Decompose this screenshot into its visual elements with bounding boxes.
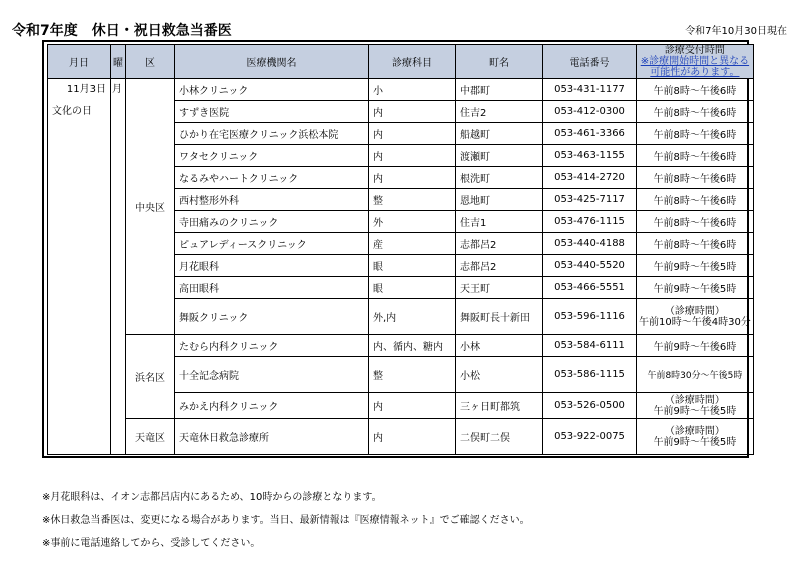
phone-number: 053-414-2720 <box>543 167 637 189</box>
page-title: 令和7年度 休日・祝日救急当番医 <box>12 23 232 39</box>
department: 内、循内、糖内 <box>369 335 456 357</box>
table-row <box>48 419 754 455</box>
phone-number: 053-412-0300 <box>543 101 637 123</box>
hours: 午前9時～午後5時 <box>653 405 737 417</box>
as-of-date: 令和7年10月30日現在 <box>685 26 787 37</box>
institution-name: ピュアレディースクリニック <box>175 233 369 255</box>
col-hours-note: ※診療開始時間と異なる <box>640 56 750 67</box>
weekday-cell: 月 <box>111 79 126 455</box>
department: 整 <box>369 189 456 211</box>
ward-cell-tenryu: 天竜区 <box>126 419 175 455</box>
town: 天王町 <box>456 277 543 299</box>
hours-note: （診療時間） <box>664 394 725 406</box>
phone-number: 053-431-1177 <box>543 79 637 101</box>
town: 根洗町 <box>456 167 543 189</box>
phone-number: 053-425-7117 <box>543 189 637 211</box>
phone-number: 053-526-0500 <box>543 393 637 419</box>
department: 内 <box>369 145 456 167</box>
hours: 午前9時～午後5時 <box>637 255 754 277</box>
phone-number: 053-922-0075 <box>543 419 637 455</box>
col-town: 町名 <box>456 45 543 79</box>
institution-name: みかえ内科クリニック <box>175 393 369 419</box>
institution-name: 西村整形外科 <box>175 189 369 211</box>
hours: 午前8時～午後6時 <box>637 189 754 211</box>
institution-name: 十全記念病院 <box>175 357 369 393</box>
hours-cell <box>637 393 754 419</box>
town: 小林 <box>456 335 543 357</box>
town: 志都呂2 <box>456 233 543 255</box>
col-date: 月日 <box>48 45 111 79</box>
institution-name: なるみやハートクリニック <box>175 167 369 189</box>
hours-note: （診療時間） <box>664 305 725 317</box>
hours: 午前8時～午後6時 <box>637 123 754 145</box>
col-department: 診療科目 <box>369 45 456 79</box>
col-institution: 医療機関名 <box>175 45 369 79</box>
department: 眼 <box>369 277 456 299</box>
town: 舞阪町長十新田 <box>456 299 543 335</box>
hours: 午前8時～午後6時 <box>637 211 754 233</box>
phone-number: 053-584-6111 <box>543 335 637 357</box>
department: 内 <box>369 419 456 455</box>
town: 小松 <box>456 357 543 393</box>
institution-name: すずき医院 <box>175 101 369 123</box>
department: 小 <box>369 79 456 101</box>
phone-number: 053-461-3366 <box>543 123 637 145</box>
date-cell <box>48 79 111 455</box>
hours: 午前8時～午後6時 <box>637 167 754 189</box>
phone-number: 053-463-1155 <box>543 145 637 167</box>
hours: 午前10時～午後4時30分 <box>639 316 751 328</box>
institution-name: たむら内科クリニック <box>175 335 369 357</box>
table-row <box>48 79 754 101</box>
phone-number: 053-466-5551 <box>543 277 637 299</box>
institution-name: 天竜休日救急診療所 <box>175 419 369 455</box>
hours: 午前9時～午後6時 <box>637 335 754 357</box>
duty-roster-table <box>47 44 754 455</box>
institution-name: 月花眼科 <box>175 255 369 277</box>
town: 住吉1 <box>456 211 543 233</box>
department: 内 <box>369 167 456 189</box>
town: 志都呂2 <box>456 255 543 277</box>
hours-cell <box>637 419 754 455</box>
department: 内 <box>369 123 456 145</box>
table-row <box>48 335 754 357</box>
holiday-name: 文化の日 <box>52 106 92 117</box>
footnotes <box>42 486 530 555</box>
department: 整 <box>369 357 456 393</box>
hours: 午前8時30分～午後5時 <box>637 357 754 393</box>
hours-note: （診療時間） <box>664 425 725 437</box>
ward-cell-chuo: 中央区 <box>126 79 175 335</box>
phone-number: 053-440-5520 <box>543 255 637 277</box>
institution-name: ワタセクリニック <box>175 145 369 167</box>
department: 内 <box>369 101 456 123</box>
town: 二俣町二俣 <box>456 419 543 455</box>
footnote: ※事前に電話連絡してから、受診してください。 <box>42 538 261 549</box>
hours: 午前8時～午後6時 <box>637 79 754 101</box>
phone-number: 053-586-1115 <box>543 357 637 393</box>
department: 外 <box>369 211 456 233</box>
department: 眼 <box>369 255 456 277</box>
footnote: ※休日救急当番医は、変更になる場合があります。当日、最新情報は『医療情報ネット』でご確認ください。 <box>42 515 530 526</box>
institution-name: 小林クリニック <box>175 79 369 101</box>
town: 中郡町 <box>456 79 543 101</box>
town: 恩地町 <box>456 189 543 211</box>
institution-name: ひかり在宅医療クリニック浜松本院 <box>175 123 369 145</box>
phone-number: 053-596-1116 <box>543 299 637 335</box>
department: 外,内 <box>369 299 456 335</box>
department: 内 <box>369 393 456 419</box>
town: 三ヶ日町都筑 <box>456 393 543 419</box>
col-day: 曜 <box>111 45 126 79</box>
town: 船越町 <box>456 123 543 145</box>
hours: 午前9時～午後5時 <box>637 277 754 299</box>
col-phone: 電話番号 <box>543 45 637 79</box>
header-row <box>48 45 754 79</box>
town: 渡瀬町 <box>456 145 543 167</box>
hours: 午前8時～午後6時 <box>637 101 754 123</box>
hours: 午前8時～午後6時 <box>637 233 754 255</box>
institution-name: 舞阪クリニック <box>175 299 369 335</box>
department: 産 <box>369 233 456 255</box>
footnote: ※月花眼科は、イオン志都呂店内にあるため、10時からの診療となります。 <box>42 492 382 503</box>
col-hours-note-2: 可能性があります。 <box>650 67 740 78</box>
phone-number: 053-476-1115 <box>543 211 637 233</box>
institution-name: 寺田痛みのクリニック <box>175 211 369 233</box>
hours-cell <box>637 299 754 335</box>
col-hours <box>637 45 754 79</box>
hours: 午前9時～午後5時 <box>653 436 737 448</box>
col-hours-title: 診療受付時間 <box>664 45 725 56</box>
town: 住吉2 <box>456 101 543 123</box>
hours: 午前8時～午後6時 <box>637 145 754 167</box>
institution-name: 高田眼科 <box>175 277 369 299</box>
phone-number: 053-440-4188 <box>543 233 637 255</box>
date-value: 11月3日 <box>66 84 106 95</box>
ward-cell-hamana: 浜名区 <box>126 335 175 419</box>
col-ward: 区 <box>126 45 175 79</box>
